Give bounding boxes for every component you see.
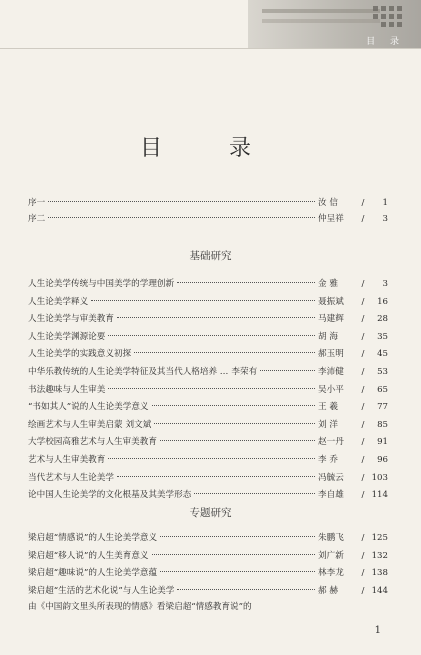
header-label: 目 录 [366, 37, 405, 47]
toc-entry[interactable] [28, 435, 388, 449]
entry-author: 郝玉明 [318, 349, 344, 360]
dot-leader [160, 440, 315, 441]
entry-title: 序一 [28, 198, 46, 208]
section-heading: 专题研究 [189, 507, 232, 519]
entry-author: 林李龙 [318, 568, 344, 579]
dot-leader [108, 388, 315, 389]
entry-page: 114 [371, 490, 388, 501]
entry-author: 聂振斌 [318, 296, 344, 307]
dot-leader [117, 476, 315, 477]
toc-entry[interactable] [28, 531, 388, 545]
toc-entry[interactable] [28, 312, 388, 326]
entry-title: 人生论美学与审美教育 [28, 314, 114, 325]
dot-leader [48, 201, 315, 202]
dot-leader [117, 317, 315, 318]
entry-author: 冯毓云 [318, 472, 344, 483]
grid-dot [397, 22, 402, 27]
grid-dot [381, 14, 386, 19]
header-faint-text-line [262, 19, 380, 23]
section-heading: 基础研究 [189, 250, 232, 262]
entry-separator: / [361, 550, 365, 561]
entry-title: 人生论美学的实践意义初探 [28, 349, 132, 360]
entry-page: 144 [371, 585, 388, 596]
entry-title: 由《中国韵文里头所表现的情感》看梁启超“情感教育说”的 [28, 602, 252, 612]
entry-title: 序二 [28, 214, 46, 224]
entry-title: 当代艺术与人生论美学 [28, 472, 114, 483]
page-number: 1 [374, 625, 381, 636]
entry-title: 梁启超“生活的艺术化说”与人生论美学 [28, 585, 175, 596]
entry-title: 书法趣味与人生审美 [28, 384, 106, 395]
entry-page: 138 [371, 568, 388, 579]
entry-separator: / [361, 585, 365, 596]
grid-dot [389, 6, 394, 11]
entry-author: 刘广新 [318, 550, 344, 561]
running-header [248, 0, 421, 48]
entry-title: 绘画艺术与人生审美启蒙 [28, 419, 123, 430]
entry-separator: / [361, 314, 365, 325]
entry-title: 梁启超“趣味说”的人生论美学意蕴 [28, 568, 158, 579]
entry-title: 中华乐教传统的人生论美学特征及其当代人格培养 … [28, 367, 229, 377]
entry-author: 赵一丹 [318, 437, 344, 448]
entry-separator: / [361, 568, 365, 579]
toc-entry[interactable] [28, 471, 388, 485]
entry-author: 仲呈祥 [318, 214, 344, 224]
toc-entry[interactable] [28, 295, 388, 309]
entry-page: 125 [371, 533, 388, 543]
dot-leader [91, 300, 315, 301]
toc-entry[interactable] [28, 400, 388, 414]
dot-leader [177, 282, 315, 283]
entry-page: 132 [371, 550, 388, 561]
toc-entry[interactable] [28, 549, 388, 563]
dot-leader [160, 536, 315, 537]
entry-coauthor: 刘文斌 [125, 419, 152, 430]
entry-separator: / [361, 455, 365, 465]
entry-page: 53 [377, 367, 388, 377]
entry-separator: / [361, 331, 365, 342]
entry-author: 李 乔 [318, 455, 338, 465]
entry-page: 3 [382, 214, 388, 224]
entry-author: 胡 海 [318, 331, 338, 342]
toc-entry[interactable] [28, 365, 388, 379]
entry-page: 91 [377, 437, 388, 448]
entry-separator: / [361, 490, 365, 501]
dot-leader [177, 589, 315, 590]
entry-separator: / [361, 533, 365, 543]
header-dot-grid-icon [373, 6, 409, 28]
toc-entry[interactable] [28, 347, 388, 361]
entry-title: 梁启超“情感说”的人生论美学意义 [28, 533, 158, 543]
entry-separator: / [361, 384, 365, 395]
toc-entry[interactable] [28, 330, 388, 344]
dot-leader [48, 217, 315, 218]
entry-separator: / [361, 419, 365, 430]
grid-dot [397, 14, 402, 19]
entry-title: 艺术与人生审美教育 [28, 455, 106, 465]
entry-separator: / [361, 296, 365, 307]
entry-page: 28 [377, 314, 388, 325]
entry-page: 96 [377, 455, 388, 465]
entry-coauthor: 李荣有 [231, 367, 258, 377]
dot-leader [152, 405, 315, 406]
entry-separator: / [361, 402, 365, 413]
entry-separator: / [361, 472, 365, 483]
grid-dot [381, 22, 386, 27]
toc-entry[interactable] [28, 196, 388, 210]
entry-page: 77 [377, 402, 388, 413]
header-faint-text-line [262, 9, 380, 13]
entry-page: 16 [377, 296, 388, 307]
dot-leader [194, 493, 315, 494]
dot-leader [154, 423, 315, 424]
toc-entry-continued[interactable] [28, 600, 388, 614]
page-title: 目 录 [140, 136, 281, 161]
entry-title: “书如其人”说的人生论美学意义 [28, 402, 149, 413]
toc-entry[interactable] [28, 383, 388, 397]
entry-separator: / [361, 437, 365, 448]
entry-author: 汝 信 [318, 198, 338, 208]
grid-dot [389, 14, 394, 19]
entry-author: 马建辉 [318, 314, 344, 325]
entry-separator: / [361, 198, 365, 208]
entry-author: 刘 洋 [318, 419, 338, 430]
grid-dot [389, 22, 394, 27]
toc-entry[interactable] [28, 212, 388, 226]
toc-entry[interactable] [28, 584, 388, 598]
entry-author: 朱鹏飞 [318, 533, 344, 543]
entry-title: 论中国人生论美学的文化根基及其美学形态 [28, 490, 192, 501]
entry-author: 王 羲 [318, 402, 338, 413]
grid-dot [397, 6, 402, 11]
grid-dot [373, 14, 378, 19]
dot-leader [160, 571, 315, 572]
toc-entry[interactable] [28, 453, 388, 467]
entry-title: 人生论美学释义 [28, 296, 89, 307]
entry-author: 吴小平 [318, 384, 344, 395]
entry-title: 梁启超“移人说”的人生美育意义 [28, 550, 149, 561]
toc-entry[interactable] [28, 418, 388, 432]
entry-author: 李沛健 [318, 367, 344, 377]
dot-leader [260, 370, 315, 371]
toc-entry[interactable] [28, 277, 388, 291]
entry-page: 103 [371, 472, 388, 483]
toc-entry[interactable] [28, 488, 388, 502]
entry-page: 3 [382, 279, 388, 289]
entry-title: 人生论美学传统与中国美学的学理创新 [28, 279, 175, 289]
entry-title: 人生论美学渊源论要 [28, 331, 106, 342]
entry-page: 65 [377, 384, 388, 395]
entry-separator: / [361, 279, 365, 289]
entry-page: 45 [377, 349, 388, 360]
grid-dot [373, 6, 378, 11]
entry-separator: / [361, 349, 365, 360]
entry-page: 35 [377, 331, 388, 342]
dot-leader [108, 335, 315, 336]
entry-page: 1 [382, 198, 388, 208]
dot-leader [134, 352, 315, 353]
header-divider [0, 48, 421, 49]
entry-author: 李自雄 [318, 490, 344, 501]
entry-page: 85 [377, 419, 388, 430]
grid-dot [381, 6, 386, 11]
toc-entry[interactable] [28, 566, 388, 580]
entry-separator: / [361, 367, 365, 377]
entry-author: 郝 赫 [318, 585, 338, 596]
entry-title: 大学校园高雅艺术与人生审美教育 [28, 437, 157, 448]
dot-leader [152, 554, 315, 555]
entry-separator: / [361, 214, 365, 224]
entry-author: 金 雅 [318, 279, 338, 289]
dot-leader [108, 458, 315, 459]
